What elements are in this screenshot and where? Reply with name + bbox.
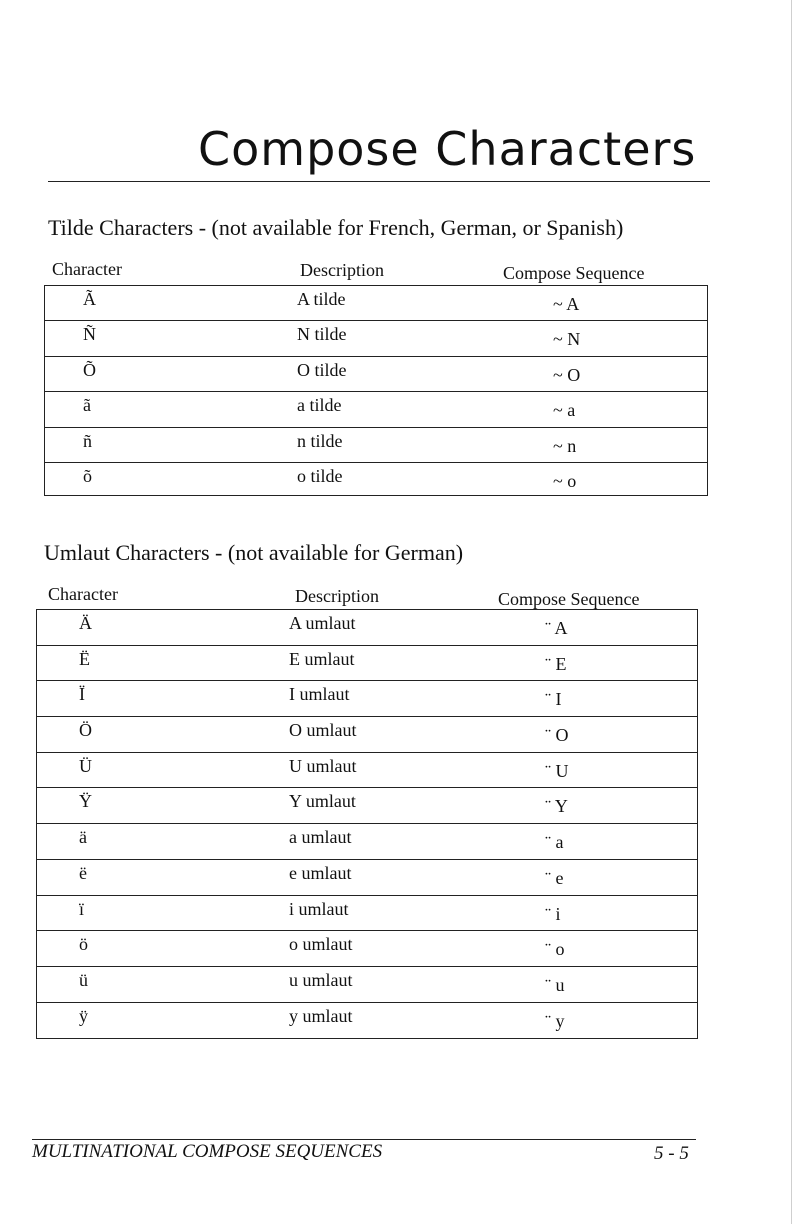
umlaut-heading: Umlaut Characters - (not available for German) [44, 540, 464, 565]
seq-cell: ¨ I [545, 689, 562, 710]
desc-cell: I umlaut [289, 684, 350, 705]
seq-cell: ~ O [553, 364, 581, 385]
tilde-col-sequence: Compose Sequence [503, 263, 645, 283]
desc-cell: a umlaut [289, 827, 352, 848]
seq-cell: ¨ a [545, 832, 564, 853]
seq-cell: ~ A [553, 294, 580, 314]
table-row [45, 321, 707, 356]
char-cell: Ä [79, 613, 92, 633]
char-cell: ñ [83, 430, 92, 451]
seq-cell: ¨ y [545, 1010, 565, 1031]
seq-cell: ~ o [553, 470, 577, 491]
table-row [37, 1003, 697, 1039]
table-row [37, 967, 697, 1003]
desc-cell: e umlaut [289, 862, 352, 883]
desc-cell: Y umlaut [289, 791, 356, 812]
seq-cell: ¨ Y [545, 796, 568, 817]
desc-cell: a tilde [297, 395, 342, 416]
seq-cell: ¨ i [545, 903, 561, 924]
umlaut-col-sequence: Compose Sequence [498, 589, 640, 609]
char-cell: Ö [79, 720, 92, 741]
desc-cell: u umlaut [289, 969, 353, 990]
table-row [45, 428, 707, 463]
char-cell: Õ [83, 359, 96, 380]
char-cell: Ë [79, 648, 90, 669]
tilde-col-character: Character [52, 259, 122, 279]
table-row [37, 646, 697, 682]
footer-rule [32, 1139, 696, 1140]
char-cell: Ï [79, 684, 85, 705]
desc-cell: O umlaut [289, 720, 357, 741]
page-edge [791, 0, 792, 1224]
desc-cell: o tilde [297, 465, 343, 486]
umlaut-col-description: Description [295, 586, 379, 606]
char-cell: Ÿ [79, 791, 92, 812]
desc-cell: O tilde [297, 359, 347, 380]
page-title: Compose Characters [198, 122, 697, 176]
table-row [45, 357, 707, 392]
seq-cell: ¨ A [545, 618, 568, 638]
char-cell: õ [83, 465, 92, 486]
char-cell: Ü [79, 755, 92, 776]
umlaut-col-character: Character [48, 584, 118, 604]
seq-cell: ~ N [553, 329, 581, 350]
desc-cell: E umlaut [289, 648, 355, 669]
table-row [45, 463, 707, 498]
char-cell: ö [79, 934, 88, 955]
tilde-heading: Tilde Characters - (not available for French, German, or Spanish) [48, 215, 624, 240]
seq-cell: ¨ o [545, 939, 565, 960]
seq-cell: ¨ e [545, 867, 564, 888]
table-row [37, 717, 697, 753]
table-row [37, 610, 697, 646]
desc-cell: o umlaut [289, 934, 353, 955]
table-row [37, 753, 697, 789]
desc-cell: i umlaut [289, 898, 349, 919]
seq-cell: ~ n [553, 435, 577, 456]
desc-cell: A tilde [297, 289, 346, 309]
page-number: 5 - 5 [654, 1143, 689, 1164]
footer-section-title: MULTINATIONAL COMPOSE SEQUENCES [32, 1141, 383, 1162]
seq-cell: ¨ u [545, 974, 565, 995]
desc-cell: y umlaut [289, 1005, 353, 1026]
table-row [37, 931, 697, 967]
seq-cell: ¨ E [545, 653, 567, 674]
char-cell: ü [79, 969, 88, 990]
seq-cell: ~ a [553, 400, 576, 421]
char-cell: ã [83, 395, 91, 416]
seq-cell: ¨ O [545, 725, 569, 746]
tilde-col-description: Description [300, 260, 384, 280]
char-cell: Ñ [83, 324, 96, 345]
seq-cell: ¨ U [545, 760, 569, 781]
desc-cell: N tilde [297, 324, 347, 345]
table-row [45, 392, 707, 427]
char-cell: ÿ [79, 1005, 88, 1026]
desc-cell: A umlaut [289, 613, 356, 633]
char-cell: ë [79, 862, 87, 883]
title-rule [48, 181, 710, 182]
desc-cell: U umlaut [289, 755, 357, 776]
table-row [37, 824, 697, 860]
tilde-table [44, 285, 708, 496]
umlaut-table [36, 609, 698, 1039]
table-row [37, 788, 697, 824]
table-row [37, 681, 697, 717]
table-row [37, 896, 697, 932]
table-row [45, 286, 707, 321]
char-cell: ï [79, 898, 85, 919]
table-row [37, 860, 697, 896]
char-cell: ä [79, 827, 87, 848]
desc-cell: n tilde [297, 430, 343, 451]
char-cell: Ã [83, 289, 96, 309]
